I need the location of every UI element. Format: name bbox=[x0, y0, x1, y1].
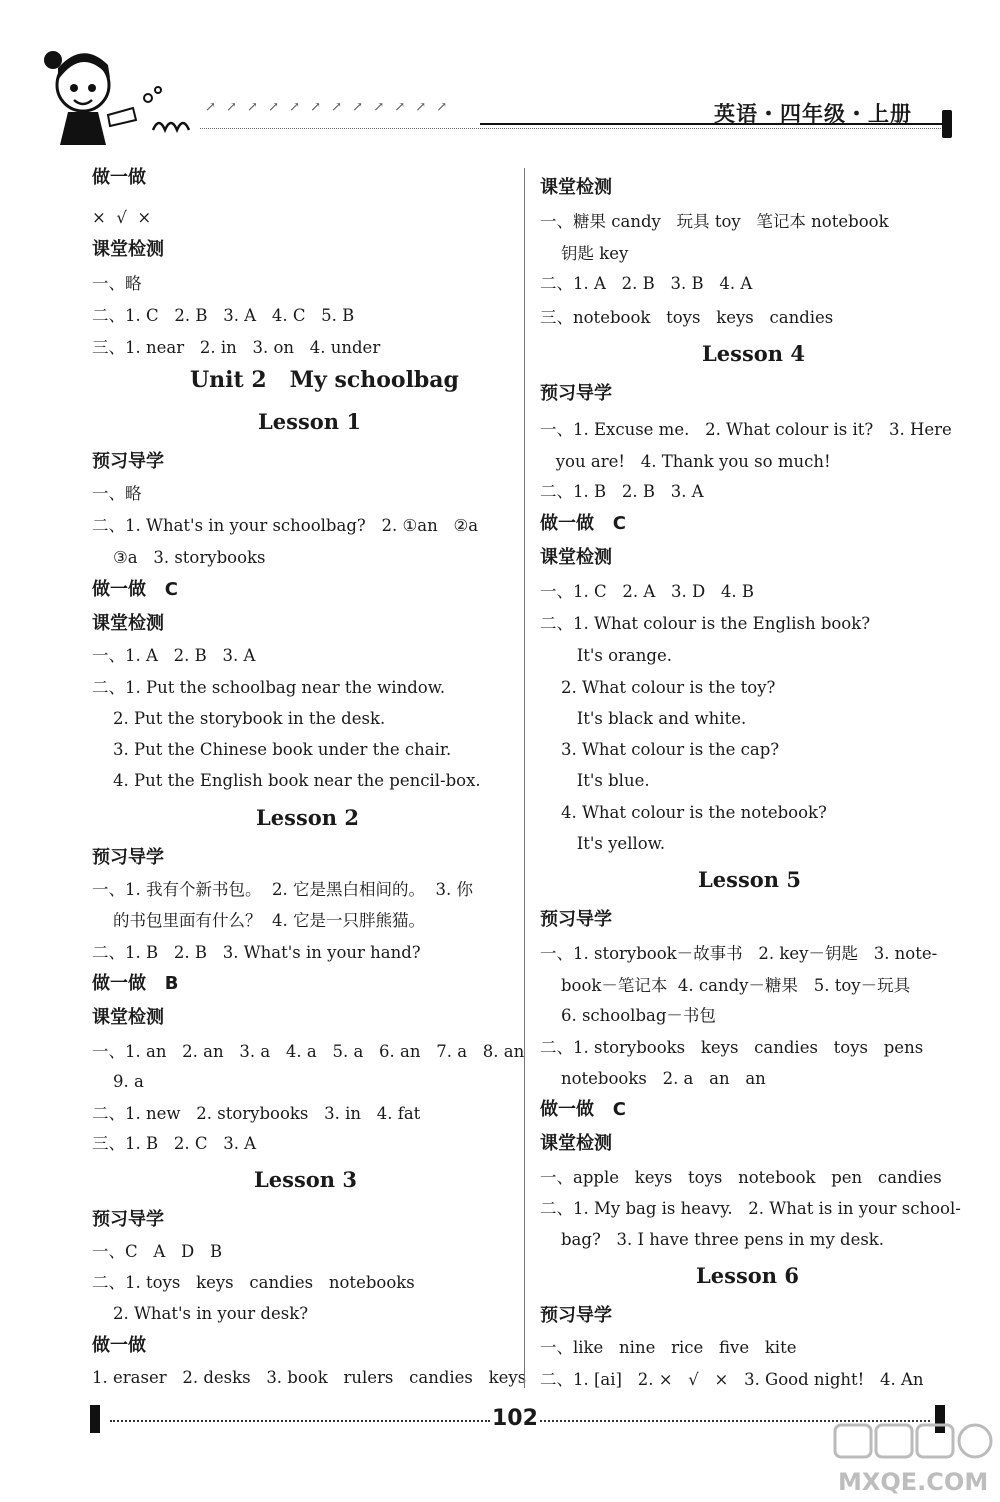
answer-line: It's blue. bbox=[540, 771, 650, 790]
answer-line: 三、1. B 2. C 3. A bbox=[92, 1134, 257, 1153]
unit-heading: Unit 2 My schoolbag bbox=[190, 367, 459, 393]
section-heading: 预习导学 bbox=[540, 909, 612, 930]
answer-line: 9. a bbox=[92, 1072, 144, 1091]
answer-line: 2. Put the storybook in the desk. bbox=[92, 709, 386, 728]
lesson-heading: Lesson 2 bbox=[256, 805, 359, 830]
answer-line: 二、1. My bag is heavy. 2. What is in your school- bbox=[540, 1199, 961, 1218]
answer-line: It's yellow. bbox=[540, 834, 666, 853]
section-heading: 做一做 bbox=[92, 167, 146, 188]
answer-line: It's orange. bbox=[540, 646, 672, 665]
section-heading: 做一做 bbox=[92, 1335, 146, 1356]
answer-line: 一、1. C 2. A 3. D 4. B bbox=[540, 582, 755, 601]
answer-line: 一、1. A 2. B 3. A bbox=[92, 646, 256, 665]
answer-line: bag? 3. I have three pens in my desk. bbox=[540, 1230, 885, 1249]
lesson-heading: Lesson 4 bbox=[702, 341, 805, 366]
section-heading: 做一做 C bbox=[540, 1099, 627, 1120]
answer-line: 2. What's in your desk? bbox=[92, 1304, 309, 1323]
answer-line: 钥匙 key bbox=[540, 244, 629, 263]
answer-line: you are! 4. Thank you so much! bbox=[540, 452, 831, 471]
section-heading: 课堂检测 bbox=[540, 547, 612, 568]
answer-line: 一、like nine rice five kite bbox=[540, 1338, 797, 1357]
answer-line: 二、1. B 2. B 3. What's in your hand? bbox=[92, 943, 421, 962]
watermark-logo bbox=[830, 1420, 995, 1500]
section-heading: 预习导学 bbox=[92, 451, 164, 472]
answer-line: 三、1. near 2. in 3. on 4. under bbox=[92, 338, 381, 357]
book-title: 英语・四年级・上册 bbox=[714, 102, 912, 126]
section-heading: 课堂检测 bbox=[92, 1007, 164, 1028]
page-header bbox=[0, 0, 1000, 165]
section-heading: 预习导学 bbox=[540, 1305, 612, 1326]
answer-line: 一、略 bbox=[92, 484, 142, 503]
answer-line: 二、1. toys keys candies notebooks bbox=[92, 1273, 415, 1292]
corner-tab-marker bbox=[942, 110, 952, 138]
answer-line: 一、糖果 candy 玩具 toy 笔记本 notebook bbox=[540, 212, 889, 231]
answer-line: 一、1. Excuse me. 2. What colour is it? 3. Here bbox=[540, 420, 952, 439]
answer-line: 二、1. What colour is the English book? bbox=[540, 614, 871, 633]
answer-line: 4. Put the English book near the pencil-box. bbox=[92, 771, 481, 790]
answer-line: 一、C A D B bbox=[92, 1242, 223, 1261]
answer-line: ③a 3. storybooks bbox=[92, 548, 266, 567]
section-heading: 做一做 B bbox=[92, 973, 179, 994]
answer-line: 一、1. an 2. an 3. a 4. a 5. a 6. an 7. a 8. an bbox=[92, 1042, 525, 1061]
answer-line: 6. schoolbag－书包 bbox=[540, 1006, 716, 1025]
answer-line: 二、1. storybooks keys candies toys pens bbox=[540, 1038, 924, 1057]
answer-line: 二、1. [ai] 2. × √ × 3. Good night! 4. An bbox=[540, 1370, 924, 1389]
answer-line: 二、1. new 2. storybooks 3. in 4. fat bbox=[92, 1104, 421, 1123]
answer-line: notebooks 2. a an an bbox=[540, 1069, 766, 1088]
answer-line: 一、apple keys toys notebook pen candies bbox=[540, 1168, 942, 1187]
answer-line: It's black and white. bbox=[540, 709, 747, 728]
answer-line: 2. What colour is the toy? bbox=[540, 678, 776, 697]
section-heading: 预习导学 bbox=[540, 383, 612, 404]
answer-line: 二、1. C 2. B 3. A 4. C 5. B bbox=[92, 306, 355, 325]
answer-line: × √ × bbox=[92, 208, 152, 227]
lesson-heading: Lesson 3 bbox=[254, 1167, 357, 1192]
answer-line: 一、1. 我有个新书包。 2. 它是黑白相间的。 3. 你 bbox=[92, 880, 473, 899]
answer-line: 二、1. Put the schoolbag near the window. bbox=[92, 678, 446, 697]
girl-mascot-illustration bbox=[38, 40, 208, 150]
section-heading: 预习导学 bbox=[92, 847, 164, 868]
answer-line: 二、1. B 2. B 3. A bbox=[540, 482, 704, 501]
section-heading: 课堂检测 bbox=[540, 177, 612, 198]
watermark-text: MXQE.COM bbox=[838, 1468, 989, 1496]
header-dotted-rule bbox=[200, 128, 945, 129]
answer-line: 3. Put the Chinese book under the chair. bbox=[92, 740, 452, 759]
answer-line: 一、略 bbox=[92, 274, 142, 293]
page-number: 102 bbox=[492, 1406, 538, 1431]
footer-left-tab bbox=[90, 1405, 100, 1433]
decorative-arrow-row: ↗ ↗ ↗ ↗ ↗ ↗ ↗ ↗ ↗ ↗ ↗ ↗ bbox=[205, 100, 451, 115]
lesson-heading: Lesson 5 bbox=[698, 867, 801, 892]
answer-line: 4. What colour is the notebook? bbox=[540, 803, 827, 822]
section-heading: 做一做 C bbox=[92, 579, 179, 600]
answer-line: 二、1. What's in your schoolbag? 2. ①an ②a bbox=[92, 516, 479, 535]
answer-line: 三、notebook toys keys candies bbox=[540, 308, 834, 327]
footer-dotted-rule-left bbox=[110, 1420, 490, 1422]
lesson-heading: Lesson 6 bbox=[696, 1263, 799, 1288]
section-heading: 课堂检测 bbox=[92, 613, 164, 634]
answer-line: 一、1. storybook－故事书 2. key－钥匙 3. note- bbox=[540, 944, 938, 963]
section-heading: 做一做 C bbox=[540, 513, 627, 534]
answer-line: 1. eraser 2. desks 3. book rulers candies keys bbox=[92, 1368, 527, 1387]
answer-line: 二、1. A 2. B 3. B 4. A bbox=[540, 274, 753, 293]
column-divider bbox=[524, 168, 525, 1388]
lesson-heading: Lesson 1 bbox=[258, 409, 361, 434]
answer-line: 的书包里面有什么？ 4. 它是一只胖熊猫。 bbox=[92, 911, 425, 930]
section-heading: 预习导学 bbox=[92, 1209, 164, 1230]
answer-line: 3. What colour is the cap? bbox=[540, 740, 780, 759]
answer-line: book－笔记本 4. candy－糖果 5. toy－玩具 bbox=[540, 976, 911, 995]
section-heading: 课堂检测 bbox=[92, 239, 164, 260]
section-heading: 课堂检测 bbox=[540, 1133, 612, 1154]
